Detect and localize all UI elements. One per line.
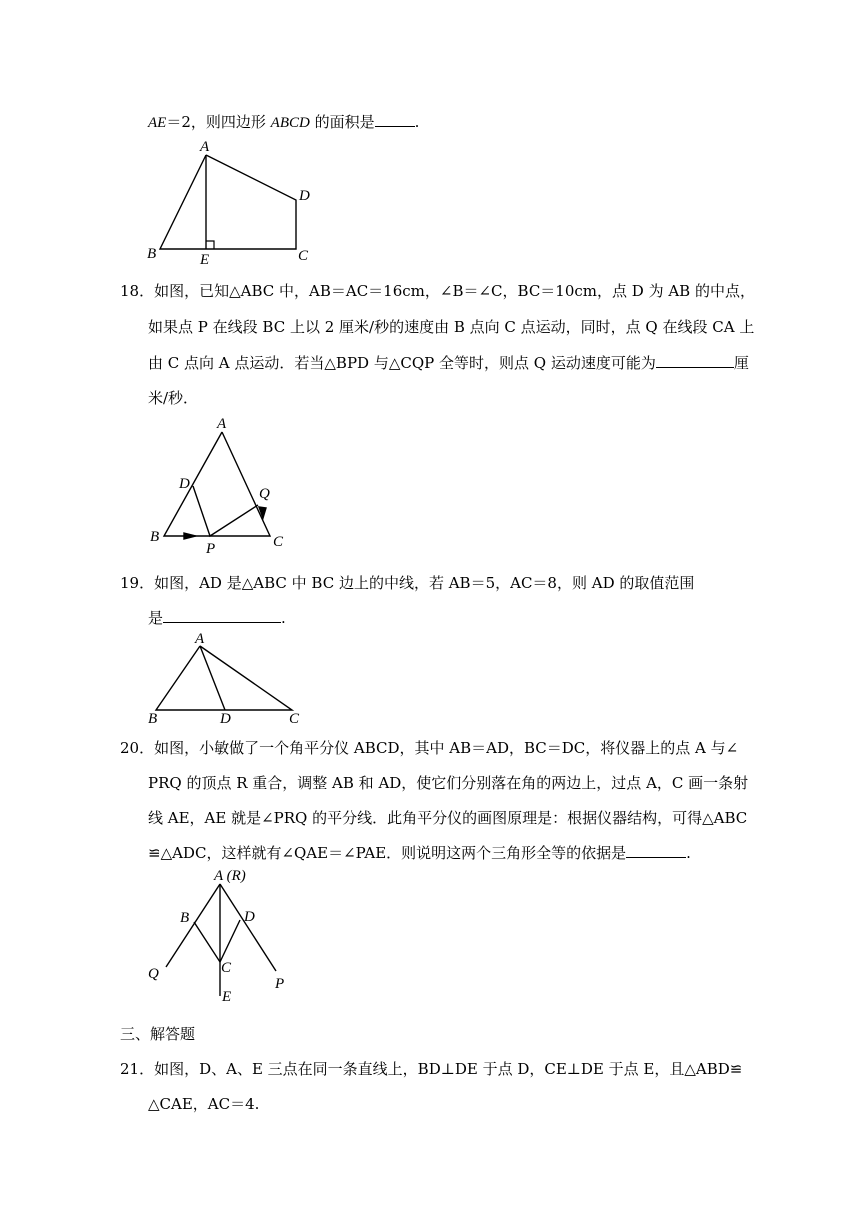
q20-label-e: E xyxy=(222,989,232,1005)
q19-label-a: A xyxy=(195,631,205,647)
q17-label-d: D xyxy=(299,188,310,204)
q20-label-p: P xyxy=(275,976,285,992)
q19-label-d: D xyxy=(220,711,231,727)
q19-label-b: B xyxy=(148,711,158,727)
q20-label-c: C xyxy=(221,960,232,976)
q17-abcd: ABCD xyxy=(270,115,310,131)
q20-label-a: A (R) xyxy=(214,868,246,884)
q18-label-p: P xyxy=(206,541,216,557)
q20-label-q: Q xyxy=(148,966,159,982)
q17-label-a: A xyxy=(200,139,210,155)
q20-line1: 20．如图，小敏做了一个角平分仪 ABCD，其中 AB＝AD，BC＝DC，将仪器上的点 A 与∠ xyxy=(120,739,739,757)
q20-line3: 线 AE，AE 就是∠PRQ 的平分线．此角平分仪的画图原理是：根据仪器结构，可得△ABC xyxy=(148,809,748,827)
q21-line1: 21．如图，D、A、E 三点在同一条直线上，BD⊥DE 于点 D，CE⊥DE 于点 E，且△ABD≌ xyxy=(120,1060,743,1078)
q17-label-b: B xyxy=(147,246,157,262)
q19-line2: 是 . xyxy=(148,609,286,627)
q17-label-e: E xyxy=(200,252,210,268)
q18-label-b: B xyxy=(150,529,160,545)
q17-label-c: C xyxy=(298,248,309,264)
q18-line3: 由 C 点向 A 点运动．若当△BPD 与△CQP 全等时，则点 Q 运动速度可能为 厘 xyxy=(148,354,749,372)
q17-tail-line: AE＝2，则四边形 ABCD 的面积是 . xyxy=(148,113,420,131)
q20-line2: PRQ 的顶点 R 重合，调整 AB 和 AD，使它们分别落在角的两边上，过点 A，C 画一条射 xyxy=(148,774,749,792)
q18-label-d: D xyxy=(179,476,190,492)
q20-label-d: D xyxy=(244,909,255,925)
q18-line4: 米/秒． xyxy=(148,389,199,407)
q20-line4: ≌△ADC，这样就有∠QAE＝∠PAE．则说明这两个三角形全等的依据是 . xyxy=(148,844,691,862)
q19-line1: 19．如图，AD 是△ABC 中 BC 边上的中线，若 AB＝5，AC＝8，则 AD 的取值范围 xyxy=(120,574,695,592)
q17-text2: 的面积是 xyxy=(314,113,375,131)
q18-label-q: Q xyxy=(259,486,270,502)
q18-line1: 18．如图，已知△ABC 中，AB＝AC＝16cm，∠B＝∠C，BC＝10cm，点 D 为 AB 的中点， xyxy=(120,282,755,300)
q18-line2: 如果点 P 在线段 BC 上以 2 厘米/秒的速度由 B 点向 C 点运动，同时，点 Q 在线段 CA 上 xyxy=(148,318,755,336)
q17-ae: AE xyxy=(148,115,167,131)
q19-label-c: C xyxy=(289,711,300,727)
q18-label-a: A xyxy=(217,416,227,432)
q18-label-c: C xyxy=(273,534,284,550)
q17-text: ＝2，则四边形 xyxy=(166,113,266,131)
q20-label-b: B xyxy=(180,910,190,926)
q21-line2: △CAE，AC＝4. xyxy=(148,1095,260,1113)
section-heading: 三、解答题 xyxy=(120,1025,196,1043)
